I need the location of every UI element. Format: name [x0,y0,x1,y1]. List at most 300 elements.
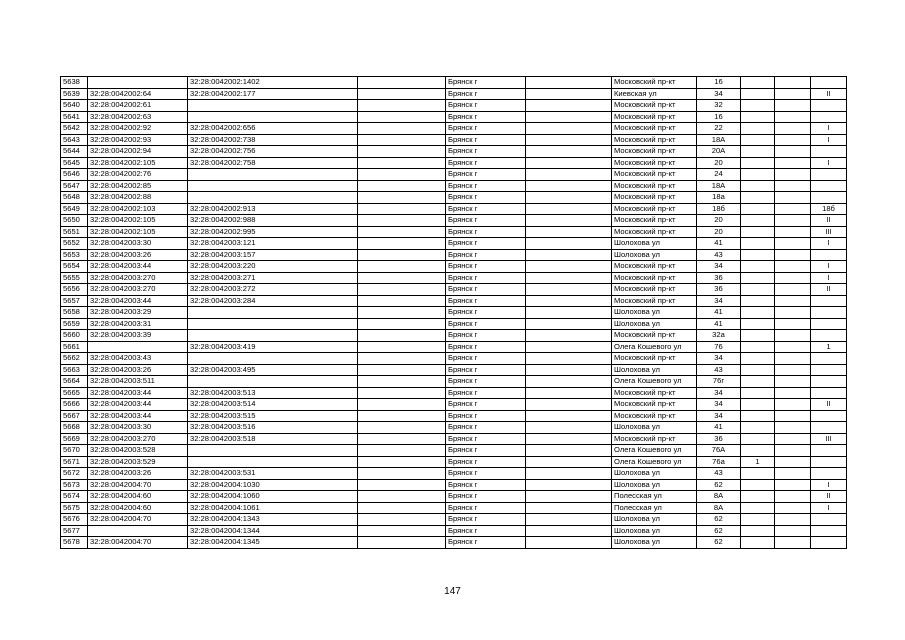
table-cell-blank1 [358,77,446,89]
table-cell-room [811,353,847,365]
table-row [61,146,847,158]
table-cell-blank3 [775,330,811,342]
table-cell-blank1 [358,111,446,123]
table-row [61,445,847,457]
table-cell-room [811,330,847,342]
table-cell-room: I [811,134,847,146]
table-cell-house: 34 [697,261,741,273]
table-cell-blank2 [526,295,612,307]
table-cell-blank2 [526,445,612,457]
table-cell-blank1 [358,399,446,411]
table-cell-street: Шолохова ул [612,525,697,537]
table-cell-num: 5662 [61,353,88,365]
table-cell-num: 5647 [61,180,88,192]
table-cell-cad1: 32:28:0042003:529 [88,456,188,468]
table-cell-blank3 [775,249,811,261]
table-cell-cad2: 32:28:0042004:1030 [188,479,358,491]
table-cell-letter [741,88,775,100]
table-cell-city: Брянск г [446,514,526,526]
table-cell-street: Шолохова ул [612,537,697,549]
table-cell-blank3 [775,146,811,158]
table-cell-house: 18А [697,180,741,192]
table-cell-cad1: 32:28:0042003:44 [88,387,188,399]
table-cell-room [811,295,847,307]
table-row [61,318,847,330]
table-cell-num: 5671 [61,456,88,468]
table-cell-cad1: 32:28:0042004:70 [88,537,188,549]
table-cell-num: 5646 [61,169,88,181]
table-cell-city: Брянск г [446,445,526,457]
table-row [61,261,847,273]
table-cell-blank2 [526,433,612,445]
table-cell-num: 5659 [61,318,88,330]
table-cell-street: Шолохова ул [612,364,697,376]
table-cell-num: 5650 [61,215,88,227]
table-cell-street: Киевская ул [612,88,697,100]
table-cell-house: 24 [697,169,741,181]
table-cell-blank2 [526,479,612,491]
table-cell-blank1 [358,284,446,296]
table-cell-letter [741,491,775,503]
table-cell-street: Московский пр-кт [612,295,697,307]
table-cell-blank3 [775,215,811,227]
table-cell-blank2 [526,249,612,261]
table-cell-cad1: 32:28:0042003:44 [88,410,188,422]
table-cell-room: I [811,123,847,135]
table-cell-cad2: 32:28:0042003:515 [188,410,358,422]
table-cell-house: 41 [697,238,741,250]
table-cell-cad1 [88,77,188,89]
table-cell-street: Московский пр-кт [612,215,697,227]
table-cell-city: Брянск г [446,88,526,100]
table-cell-blank1 [358,295,446,307]
table-cell-letter [741,203,775,215]
table-cell-city: Брянск г [446,203,526,215]
table-cell-num: 5663 [61,364,88,376]
table-cell-letter [741,111,775,123]
table-cell-cad2: 32:28:0042004:1344 [188,525,358,537]
table-cell-room [811,364,847,376]
table-cell-blank2 [526,307,612,319]
table-cell-street: Московский пр-кт [612,433,697,445]
table-cell-house: 34 [697,399,741,411]
table-cell-letter [741,249,775,261]
table-cell-room [811,146,847,158]
table-cell-blank3 [775,134,811,146]
table-cell-room: 1 [811,341,847,353]
table-cell-num: 5674 [61,491,88,503]
table-cell-blank2 [526,376,612,388]
table-row [61,134,847,146]
table-cell-city: Брянск г [446,468,526,480]
table-cell-city: Брянск г [446,261,526,273]
table-cell-room [811,169,847,181]
table-cell-letter [741,226,775,238]
table-cell-room: I [811,479,847,491]
table-row [61,88,847,100]
table-cell-num: 5649 [61,203,88,215]
table-cell-street: Московский пр-кт [612,123,697,135]
table-cell-street: Московский пр-кт [612,100,697,112]
table-cell-blank1 [358,146,446,158]
table-cell-cad2: 32:28:0042002:758 [188,157,358,169]
table-cell-letter [741,502,775,514]
table-cell-house: 34 [697,353,741,365]
table-cell-num: 5642 [61,123,88,135]
table-cell-street: Московский пр-кт [612,157,697,169]
table-cell-house: 62 [697,514,741,526]
table-cell-num: 5640 [61,100,88,112]
table-cell-blank1 [358,318,446,330]
table-cell-blank3 [775,238,811,250]
table-cell-num: 5670 [61,445,88,457]
table-cell-house: 41 [697,422,741,434]
table-cell-blank1 [358,180,446,192]
table-row [61,376,847,388]
table-cell-cad1 [88,525,188,537]
table-row [61,157,847,169]
table-cell-blank2 [526,364,612,376]
table-cell-street: Московский пр-кт [612,353,697,365]
table-row [61,468,847,480]
table-cell-street: Московский пр-кт [612,226,697,238]
table-cell-house: 43 [697,249,741,261]
table-cell-num: 5661 [61,341,88,353]
table-cell-blank3 [775,111,811,123]
table-cell-num: 5669 [61,433,88,445]
table-row [61,307,847,319]
table-cell-blank1 [358,192,446,204]
table-cell-blank2 [526,157,612,169]
table-cell-num: 5652 [61,238,88,250]
table-cell-room [811,445,847,457]
table-cell-letter [741,433,775,445]
table-cell-blank3 [775,387,811,399]
table-cell-num: 5654 [61,261,88,273]
table-cell-room: II [811,215,847,227]
table-cell-room [811,537,847,549]
table-cell-city: Брянск г [446,353,526,365]
table-cell-letter [741,410,775,422]
table-cell-blank3 [775,445,811,457]
table-cell-blank1 [358,134,446,146]
table-cell-cad2: 32:28:0042002:988 [188,215,358,227]
table-cell-house: 76А [697,445,741,457]
table-cell-house: 62 [697,479,741,491]
table-row [61,123,847,135]
table-cell-blank2 [526,123,612,135]
table-row [61,514,847,526]
table-cell-num: 5667 [61,410,88,422]
table-cell-cad2 [188,318,358,330]
table-cell-blank2 [526,88,612,100]
table-cell-room: II [811,399,847,411]
table-cell-blank2 [526,387,612,399]
table-cell-city: Брянск г [446,215,526,227]
table-cell-num: 5643 [61,134,88,146]
table-cell-city: Брянск г [446,169,526,181]
table-row [61,192,847,204]
table-cell-num: 5645 [61,157,88,169]
table-cell-blank2 [526,146,612,158]
table-cell-letter [741,479,775,491]
table-cell-street: Шолохова ул [612,318,697,330]
table-cell-num: 5655 [61,272,88,284]
table-cell-room: I [811,502,847,514]
table-cell-num: 5648 [61,192,88,204]
table-cell-street: Полесская ул [612,491,697,503]
table-cell-city: Брянск г [446,100,526,112]
table-cell-blank1 [358,502,446,514]
table-row [61,353,847,365]
table-cell-blank1 [358,364,446,376]
table-cell-blank1 [358,203,446,215]
table-cell-city: Брянск г [446,146,526,158]
table-cell-blank3 [775,192,811,204]
table-cell-blank2 [526,226,612,238]
table-cell-blank3 [775,88,811,100]
table-cell-street: Московский пр-кт [612,399,697,411]
table-cell-cad1 [88,341,188,353]
table-cell-cad1: 32:28:0042002:105 [88,157,188,169]
table-cell-cad2 [188,353,358,365]
table-cell-blank2 [526,456,612,468]
table-cell-cad1: 32:28:0042002:76 [88,169,188,181]
table-cell-blank1 [358,376,446,388]
table-cell-blank3 [775,318,811,330]
table-cell-cad1: 32:28:0042002:105 [88,226,188,238]
table-row [61,180,847,192]
table-cell-cad1: 32:28:0042002:105 [88,215,188,227]
table-cell-room [811,77,847,89]
table-row [61,295,847,307]
table-cell-street: Шолохова ул [612,468,697,480]
table-cell-cad2: 32:28:0042004:1060 [188,491,358,503]
table-cell-letter [741,341,775,353]
table-cell-street: Московский пр-кт [612,192,697,204]
table-cell-street: Московский пр-кт [612,134,697,146]
table-cell-house: 16 [697,111,741,123]
table-cell-blank2 [526,134,612,146]
table-cell-cad2: 32:28:0042002:756 [188,146,358,158]
table-cell-house: 18а [697,192,741,204]
table-cell-blank1 [358,387,446,399]
table-cell-city: Брянск г [446,364,526,376]
table-cell-blank1 [358,410,446,422]
table-cell-num: 5653 [61,249,88,261]
table-cell-blank1 [358,238,446,250]
table-cell-street: Шолохова ул [612,238,697,250]
table-cell-blank1 [358,479,446,491]
table-cell-cad2: 32:28:0042003:272 [188,284,358,296]
table-cell-letter [741,525,775,537]
table-cell-street: Шолохова ул [612,479,697,491]
table-cell-city: Брянск г [446,399,526,411]
table-cell-house: 34 [697,88,741,100]
table-cell-num: 5673 [61,479,88,491]
table-cell-blank3 [775,376,811,388]
table-cell-room [811,180,847,192]
table-cell-city: Брянск г [446,330,526,342]
table-cell-letter [741,100,775,112]
table-cell-num: 5677 [61,525,88,537]
table-cell-room: 18б [811,203,847,215]
table-cell-blank1 [358,341,446,353]
table-cell-letter [741,307,775,319]
table-cell-blank1 [358,226,446,238]
table-cell-blank2 [526,330,612,342]
table-cell-cad1: 32:28:0042003:528 [88,445,188,457]
table-cell-letter [741,399,775,411]
table-cell-blank3 [775,514,811,526]
table-row [61,215,847,227]
table-cell-blank1 [358,100,446,112]
table-cell-city: Брянск г [446,295,526,307]
table-row [61,100,847,112]
table-cell-blank2 [526,111,612,123]
table-cell-house: 32 [697,100,741,112]
table-cell-blank1 [358,514,446,526]
table-cell-blank2 [526,341,612,353]
table-cell-house: 20А [697,146,741,158]
table-cell-letter [741,353,775,365]
table-cell-blank2 [526,399,612,411]
table-cell-cad2 [188,376,358,388]
table-cell-cad1: 32:28:0042002:93 [88,134,188,146]
table-cell-house: 76 [697,341,741,353]
table-cell-room: I [811,261,847,273]
table-cell-blank2 [526,192,612,204]
table-cell-cad1: 32:28:0042003:29 [88,307,188,319]
table-cell-cad2: 32:28:0042002:1402 [188,77,358,89]
table-cell-blank2 [526,77,612,89]
table-cell-blank3 [775,226,811,238]
table-cell-blank3 [775,479,811,491]
table-cell-city: Брянск г [446,123,526,135]
table-cell-house: 34 [697,387,741,399]
table-cell-blank1 [358,307,446,319]
table-cell-letter [741,284,775,296]
table-cell-cad1: 32:28:0042004:60 [88,502,188,514]
table-cell-blank2 [526,502,612,514]
table-cell-cad2 [188,111,358,123]
table-cell-letter [741,330,775,342]
table-cell-num: 5656 [61,284,88,296]
table-cell-letter [741,387,775,399]
table-cell-blank3 [775,272,811,284]
table-cell-cad2: 32:28:0042003:419 [188,341,358,353]
table-cell-blank2 [526,272,612,284]
table-cell-blank1 [358,215,446,227]
table-cell-house: 18А [697,134,741,146]
table-cell-blank3 [775,364,811,376]
table-cell-house: 8А [697,491,741,503]
table-row [61,226,847,238]
table-cell-cad2: 32:28:0042003:121 [188,238,358,250]
table-cell-room [811,249,847,261]
table-cell-city: Брянск г [446,502,526,514]
table-cell-blank3 [775,77,811,89]
table-cell-cad1: 32:28:0042002:94 [88,146,188,158]
table-cell-blank3 [775,307,811,319]
table-cell-city: Брянск г [446,77,526,89]
table-cell-cad1: 32:28:0042003:39 [88,330,188,342]
table-row [61,111,847,123]
table-cell-room [811,307,847,319]
table-cell-blank3 [775,203,811,215]
table-cell-house: 76г [697,376,741,388]
table-cell-city: Брянск г [446,318,526,330]
table-cell-house: 34 [697,410,741,422]
table-cell-city: Брянск г [446,226,526,238]
table-cell-cad2 [188,192,358,204]
table-cell-blank1 [358,468,446,480]
table-cell-blank3 [775,295,811,307]
table-cell-house: 43 [697,364,741,376]
table-cell-cad1: 32:28:0042002:64 [88,88,188,100]
table-cell-cad2 [188,180,358,192]
table-cell-blank2 [526,318,612,330]
table-cell-blank2 [526,238,612,250]
table-cell-cad2: 32:28:0042003:513 [188,387,358,399]
table-row [61,249,847,261]
table-cell-cad1: 32:28:0042004:60 [88,491,188,503]
table-cell-cad2: 32:28:0042003:157 [188,249,358,261]
table-cell-blank1 [358,537,446,549]
table-cell-letter [741,157,775,169]
table-cell-cad2: 32:28:0042003:220 [188,261,358,273]
table-cell-street: Московский пр-кт [612,180,697,192]
table-cell-cad2: 32:28:0042004:1061 [188,502,358,514]
table-cell-room: II [811,284,847,296]
table-cell-city: Брянск г [446,410,526,422]
table-cell-street: Шолохова ул [612,422,697,434]
table-cell-city: Брянск г [446,376,526,388]
table-cell-letter [741,180,775,192]
table-cell-blank3 [775,537,811,549]
table-cell-letter [741,134,775,146]
table-cell-cad2: 32:28:0042003:531 [188,468,358,480]
table-cell-blank2 [526,100,612,112]
table-cell-room [811,456,847,468]
table-cell-city: Брянск г [446,111,526,123]
table-cell-blank3 [775,261,811,273]
table-cell-cad2 [188,456,358,468]
table-cell-cad2: 32:28:0042002:913 [188,203,358,215]
table-row [61,238,847,250]
register-table [60,76,847,549]
table-cell-cad2: 32:28:0042003:271 [188,272,358,284]
table-cell-num: 5638 [61,77,88,89]
table-cell-cad2: 32:28:0042003:284 [188,295,358,307]
table-cell-street: Московский пр-кт [612,169,697,181]
table-cell-room [811,422,847,434]
table-cell-blank1 [358,422,446,434]
table-cell-blank2 [526,422,612,434]
table-row [61,203,847,215]
table-cell-city: Брянск г [446,433,526,445]
table-cell-cad1: 32:28:0042003:31 [88,318,188,330]
table-cell-city: Брянск г [446,249,526,261]
table-cell-street: Московский пр-кт [612,146,697,158]
table-cell-letter [741,364,775,376]
table-cell-blank2 [526,215,612,227]
table-cell-blank1 [358,353,446,365]
table-cell-cad1: 32:28:0042004:70 [88,479,188,491]
table-cell-city: Брянск г [446,272,526,284]
table-cell-blank1 [358,456,446,468]
table-cell-city: Брянск г [446,284,526,296]
